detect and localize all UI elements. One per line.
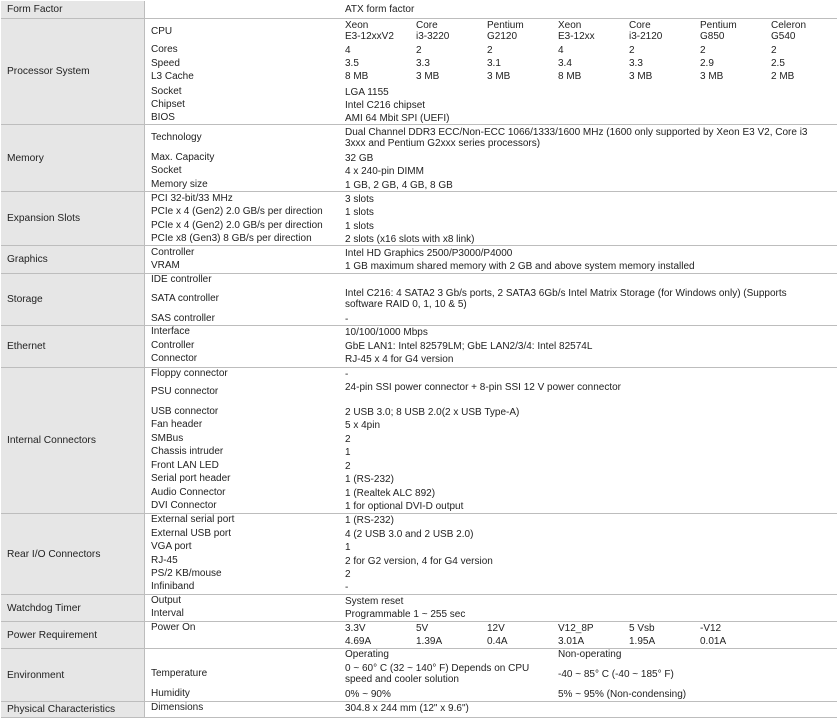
cpu-col: Celeron G540: [771, 20, 807, 42]
power-rail: 5 Vsb 1.95A: [629, 623, 656, 647]
cpu-col: Xeon E3-12xxV2: [345, 20, 394, 42]
section-internal-connectors: Internal Connectors: [1, 367, 144, 513]
section-memory: Memory: [1, 124, 144, 191]
cpu-col: Core i3-2120: [629, 20, 663, 42]
cpu-col: Pentium G2120: [487, 20, 524, 42]
cpu-label: CPU: [151, 26, 173, 37]
section-ethernet: Ethernet: [1, 325, 144, 367]
power-rail: V12_8P 3.01A: [558, 623, 594, 647]
power-rail: -V12 0.01A: [700, 623, 727, 647]
section-physical: Physical Characteristics: [1, 701, 144, 717]
power-rail: 12V 0.4A: [487, 623, 508, 647]
section-watchdog: Watchdog Timer: [1, 594, 144, 621]
section-rear-io: Rear I/O Connectors: [1, 513, 144, 594]
section-form-factor: Form Factor: [1, 1, 144, 18]
form-factor-value: ATX form factor: [345, 4, 415, 15]
section-environment: Environment: [1, 648, 144, 701]
section-power: Power Requirement: [1, 621, 144, 648]
power-rail: 3.3V 4.69A: [345, 623, 372, 647]
column-divider: [144, 1, 145, 718]
section-storage: Storage: [1, 273, 144, 325]
section-graphics: Graphics: [1, 245, 144, 273]
table-bottom-rule: [1, 717, 837, 718]
cpu-col: Pentium G850: [700, 20, 737, 42]
spec-table: Form Factor ATX form factor Processor System CPU Xeon E3-12xxV2 Core i3-3220 Pentium G2120 Xeon E3-12xx Core i3-2120 Pentium G850 Celeron G540 Cores Speed L3 Cache 4 3.5 8 MB 2 3.3 3 MB 2 3.1 3 MB 4 3.4 8 MB 2 3.3 3 MB 2 2.9 3 MB 2 2.5 2 MB Socket LGA 1155 Chipset Intel C216 chipset BIOS AMI 64 Mbit SPI (UEFI) Memory Technology Dual Channel DDR3 ECC/Non-ECC 1066/1333/1600 MHz (1600 only supported by Xeon E3 V2, Core i3 3xxx and Pentium G2xxx series processors) Max. Capacity 32 GB Socket 4 x 240-pin DIMM Memory size 1 GB, 2 GB, 4 GB, 8 GB Expansion Slots PCI 32-bit/33 MHz 3 slots PCIe x 4 (Gen2) 2.0 GB/s per direction 1 slots PCIe x 4 (Gen2) 2.0 GB/s per direction 1 slots PCIe x8 (Gen3) 8 GB/s per direction 2 slots (x16 slots with x8 link) Graphics Controller Intel HD Graphics 2500/P3000/P4000 VRAM 1 GB maximum shared memory with 2 GB and above system memory installed Storage IDE controller SATA controller Intel C216: 4 SATA2 3 Gb/s ports, 2 SATA3 6Gb/s Intel Matrix Storage (for Windows only) (Supports software RAID 0, 1, 10 & 5) SAS controller - Ethernet Interface 10/100/1000 Mbps Controller GbE LAN1: Intel 82579LM; GbE LAN2/3/4: Intel 82574L Connector RJ-45 x 4 for G4 version Internal Connectors Floppy connector - PSU connector 24-pin SSI power connector + 8-pin SSI 12 V power connector USB connector 2 USB 3.0; 8 USB 2.0(2 x USB Type-A) Fan header 5 x 4pin SMBus 2 Chassis intruder 1 Front LAN LED 2 Serial port header 1 (RS-232) Audio Connector 1 (Realtek ALC 892) DVI Connector 1 for optional DVI-D output Rear I/O Connectors External serial port 1 (RS-232) External USB port 4 (2 USB 3.0 and 2 USB 2.0) VGA port 1 RJ-45 2 for G2 version, 4 for G4 version PS/2 KB/mouse 2 Infiniband - Watchdog Timer Output System reset Interval Programmable 1 ~ 255 sec Power Requirement Power On 3.3V 4.69A 5V 1.39A 12V 0.4A V12_8P 3.01A 5 Vsb 1.95A -V12 0.01A Environment Operating Non-operating Temperature 0 ~ 60° C (32 ~ 140° F) Depends on CPU speed and cooler solution -40 ~ 85° C (-40 ~ 185° F) Humidity 0% ~ 90% 5% ~ 95% (Non-condensing) Physical Characteristics Dimensions 304.8 x 244 mm (12" x 9.6"): [1, 1, 837, 718]
cpu-col: Xeon E3-12xx: [558, 20, 595, 42]
section-expansion: Expansion Slots: [1, 191, 144, 245]
cpu-col: Core i3-3220: [416, 20, 450, 42]
power-rail: 5V 1.39A: [416, 623, 443, 647]
section-processor: Processor System: [1, 18, 144, 124]
